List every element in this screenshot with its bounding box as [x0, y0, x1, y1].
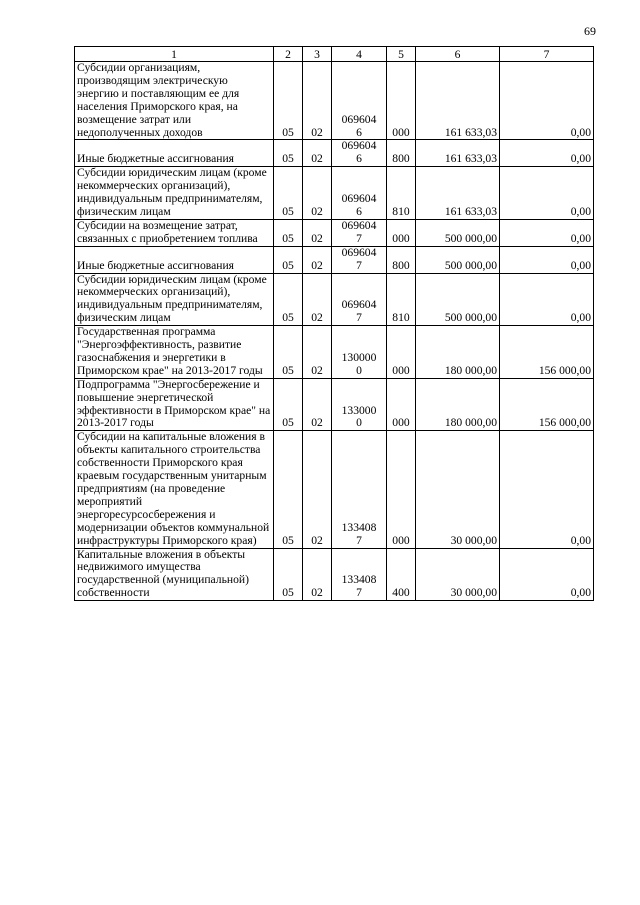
row-expense-type: 800: [387, 140, 416, 167]
target-article-part-1: 069604: [341, 192, 377, 206]
row-target-article: [332, 246, 387, 273]
row-expense-type: 400: [387, 548, 416, 601]
target-article-part-2: 7: [356, 311, 362, 325]
row-target-article: [332, 167, 387, 220]
header-col-4: 4: [332, 47, 387, 62]
row-amount-2: 0,00: [500, 273, 594, 326]
header-col-5: 5: [387, 47, 416, 62]
row-amount-1: 500 000,00: [416, 246, 500, 273]
row-section: 05: [274, 378, 303, 431]
row-amount-1: 500 000,00: [416, 219, 500, 246]
target-article-part-2: 6: [356, 204, 362, 218]
row-target-article: [332, 548, 387, 601]
target-article-part-1: 069604: [341, 245, 377, 259]
row-amount-2: 0,00: [500, 431, 594, 548]
row-subsection: 02: [303, 273, 332, 326]
row-section: 05: [274, 548, 303, 601]
target-article-part-1: 069604: [341, 112, 377, 126]
table-row: [75, 326, 594, 379]
table-row: [75, 219, 594, 246]
target-article-part-2: 7: [356, 231, 362, 245]
row-expense-type: 000: [387, 378, 416, 431]
target-article-part-2: 0: [356, 416, 362, 430]
target-article-part-2: 7: [356, 533, 362, 547]
header-row: [75, 47, 594, 62]
row-target-article: [332, 62, 387, 140]
header-col-3: 3: [303, 47, 332, 62]
table-row: [75, 167, 594, 220]
row-amount-2: 0,00: [500, 62, 594, 140]
row-subsection: 02: [303, 167, 332, 220]
table-row: [75, 246, 594, 273]
row-amount-1: 30 000,00: [416, 431, 500, 548]
row-name: Субсидии на капитальные вложения в объекты капитального строительства собственности Приморского края краевым государственным унитарным предприятиям (на проведение мероприятий энергоресурсосбережения и модернизации объектов коммунальной инфраструктуры Приморского края): [75, 431, 274, 548]
row-section: 05: [274, 273, 303, 326]
row-amount-1: 30 000,00: [416, 548, 500, 601]
header-col-2: 2: [274, 47, 303, 62]
row-amount-2: 0,00: [500, 246, 594, 273]
row-subsection: 02: [303, 62, 332, 140]
row-section: 05: [274, 219, 303, 246]
row-expense-type: 000: [387, 431, 416, 548]
target-article-part-1: 133408: [341, 520, 377, 534]
row-name: Субсидии юридическим лицам (кроме некоммерческих организаций), индивидуальным предпринимателям, физическим лицам: [75, 167, 274, 220]
row-name: Субсидии юридическим лицам (кроме некоммерческих организаций), индивидуальным предпринимателям, физическим лицам: [75, 273, 274, 326]
row-subsection: 02: [303, 219, 332, 246]
table-row: [75, 273, 594, 326]
row-amount-1: 180 000,00: [416, 326, 500, 379]
row-expense-type: 000: [387, 62, 416, 140]
target-article-part-2: 6: [356, 152, 362, 166]
row-target-article: [332, 273, 387, 326]
target-article-part-2: 0: [356, 363, 362, 377]
row-section: 05: [274, 431, 303, 548]
row-expense-type: 810: [387, 167, 416, 220]
table-row: [75, 62, 594, 140]
row-amount-1: 161 633,03: [416, 140, 500, 167]
table-row: [75, 378, 594, 431]
header-col-1: 1: [75, 47, 274, 62]
target-article-part-1: 133000: [341, 403, 377, 417]
row-section: 05: [274, 326, 303, 379]
target-article-part-1: 133408: [341, 573, 377, 587]
table-row: [75, 431, 594, 548]
row-target-article: [332, 378, 387, 431]
row-section: 05: [274, 140, 303, 167]
target-article-part-1: 130000: [341, 350, 377, 364]
row-subsection: 02: [303, 548, 332, 601]
row-target-article: [332, 326, 387, 379]
target-article-part-2: 7: [356, 258, 362, 272]
row-subsection: 02: [303, 431, 332, 548]
table-row: [75, 548, 594, 601]
header-col-7: 7: [500, 47, 594, 62]
row-expense-type: 000: [387, 219, 416, 246]
row-section: 05: [274, 167, 303, 220]
row-name: Государственная программа "Энергоэффективность, развитие газоснабжения и энергетики в Приморском крае" на 2013-2017 годы: [75, 326, 274, 379]
row-amount-2: 156 000,00: [500, 378, 594, 431]
budget-table: [74, 46, 594, 601]
header-col-6: 6: [416, 47, 500, 62]
target-article-part-2: 7: [356, 586, 362, 600]
target-article-part-1: 069604: [341, 139, 377, 153]
row-amount-1: 180 000,00: [416, 378, 500, 431]
table-row: [75, 140, 594, 167]
page-number: 69: [584, 24, 596, 38]
row-subsection: 02: [303, 140, 332, 167]
row-amount-1: 161 633,03: [416, 167, 500, 220]
row-subsection: 02: [303, 378, 332, 431]
target-article-part-2: 6: [356, 125, 362, 139]
row-expense-type: 000: [387, 326, 416, 379]
row-amount-2: 0,00: [500, 140, 594, 167]
row-amount-2: 0,00: [500, 548, 594, 601]
row-subsection: 02: [303, 326, 332, 379]
row-amount-2: 0,00: [500, 167, 594, 220]
row-name: Подпрограмма "Энергосбережение и повышение энергетической эффективности в Приморском крае" на 2013-2017 годы: [75, 378, 274, 431]
row-name: Иные бюджетные ассигнования: [75, 246, 274, 273]
row-name: Субсидии на возмещение затрат, связанных с приобретением топлива: [75, 219, 274, 246]
row-target-article: [332, 219, 387, 246]
row-amount-1: 500 000,00: [416, 273, 500, 326]
row-expense-type: 800: [387, 246, 416, 273]
row-section: 05: [274, 62, 303, 140]
row-target-article: [332, 431, 387, 548]
row-amount-2: 156 000,00: [500, 326, 594, 379]
target-article-part-1: 069604: [341, 298, 377, 312]
row-name: Иные бюджетные ассигнования: [75, 140, 274, 167]
row-expense-type: 810: [387, 273, 416, 326]
row-subsection: 02: [303, 246, 332, 273]
row-amount-1: 161 633,03: [416, 62, 500, 140]
row-section: 05: [274, 246, 303, 273]
target-article-part-1: 069604: [341, 218, 377, 232]
row-name: Субсидии организациям, производящим электрическую энергию и поставляющим ее для населения Приморского края, на возмещение затрат или недополученных доходов: [75, 62, 274, 140]
row-target-article: [332, 140, 387, 167]
row-amount-2: 0,00: [500, 219, 594, 246]
row-name: Капитальные вложения в объекты недвижимого имущества государственной (муниципальной) собственности: [75, 548, 274, 601]
